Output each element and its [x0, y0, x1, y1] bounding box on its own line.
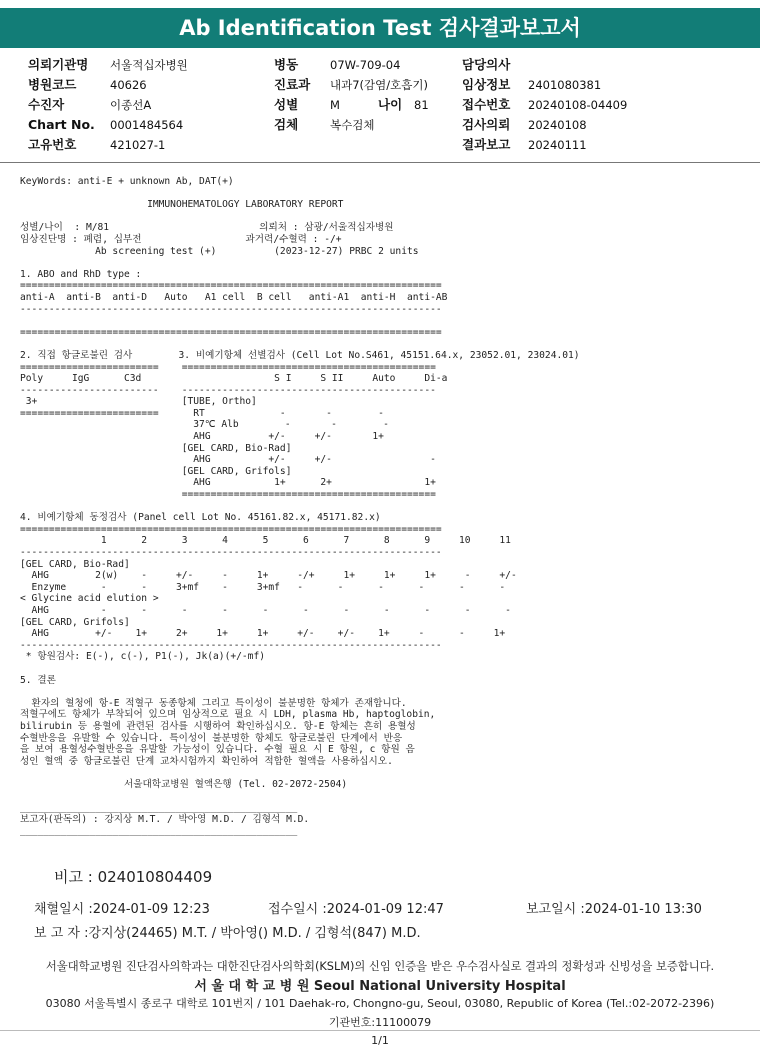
received-label: 접수일시 :: [268, 902, 327, 917]
report-line: 보고자(판독의) : 강지상 M.T. / 박아영 M.D. / 김형석 M.D.: [20, 813, 310, 825]
remark-row: [54, 866, 212, 887]
report-line: 성별/나이 : M/81 의뢰처 : 삼광/서울적십자병원: [20, 222, 394, 234]
report-line: 2. 직접 항글로불린 검사 3. 비예기항체 선별검사 (Cell Lot No.S461, 45151.64.x, 23052.01, 23024.01): [20, 349, 580, 361]
header-value: 복수검체: [330, 118, 375, 132]
report-line: 적혈구에도 항체가 부착되어 있으며 임상적으로 필요 시 LDH, plasma Hb, haptoglobin,: [20, 709, 436, 721]
header-label: 검체: [274, 117, 299, 132]
report-line: [20, 767, 580, 779]
header-value: 20240108: [528, 118, 587, 132]
report-line: =========================================================================: [20, 523, 442, 535]
header-label: 검사의뢰: [462, 117, 511, 132]
header-value: 20240111: [528, 138, 587, 152]
report-line: [20, 338, 580, 350]
header-value: M: [330, 98, 340, 112]
report-line: AHG 1+ 2+ 1+: [20, 477, 436, 489]
report-line: -------------------------------------------------------------------------: [20, 547, 442, 558]
report-line: [20, 211, 580, 223]
header-value: 20240108-04409: [528, 98, 628, 112]
report-line: < Glycine acid elution >: [20, 593, 159, 605]
report-line: 4. 비예기항체 동정검사 (Panel cell Lot No. 45161.82.x, 45171.82.x): [20, 512, 381, 524]
report-line: Ab screening test (+) (2023-12-27) PRBC 2 units: [20, 245, 419, 257]
institution-number: 기관번호:11100079: [328, 1016, 432, 1029]
report-line: [20, 663, 580, 675]
remark-label: 비고 :: [54, 868, 93, 886]
report-line: * 항원검사: E(-), c(-), P1(-), Jk(a)(+/-mf): [20, 651, 266, 663]
report-line: -------------------------------------------------------------------------: [20, 639, 442, 651]
received-value: 2024-01-09 12:47: [326, 902, 444, 917]
header-label: 의뢰기관명: [28, 57, 89, 72]
report-line: ======================== ============================================: [20, 361, 436, 373]
header-divider: [0, 162, 760, 163]
report-line: ============================================: [20, 489, 436, 501]
report-line: Poly IgG C3d S I S II Auto Di-a: [20, 373, 448, 385]
report-line: [20, 188, 580, 200]
report-line: AHG +/- +/- 1+: [20, 431, 384, 443]
report-line: =========================================================================: [20, 280, 442, 292]
report-line: -------------------------------------------------------------------------: [20, 303, 442, 315]
reporter-row: [34, 922, 421, 941]
header-value: 0001484564: [110, 118, 184, 132]
report-line: ________________________________________________: [20, 825, 298, 837]
page-number: 1/1: [371, 1034, 389, 1047]
header-label: 고유번호: [28, 137, 77, 152]
report-line: =========================================================================: [20, 326, 442, 338]
report-line: bilirubin 등 용혈에 관련된 검사를 시행하여 확인하십시오. 항-E 항체는 흔히 용혈성: [20, 720, 416, 732]
age-label: 나이: [378, 97, 403, 112]
report-line: [20, 257, 580, 269]
report-line: ======================== RT - - -: [20, 407, 384, 419]
report-line: [20, 315, 580, 327]
report-line: 37℃ Alb - - -: [20, 419, 389, 431]
header-col-left: [28, 57, 188, 157]
header-label: 병동: [274, 57, 299, 72]
header-value: 421027-1: [110, 138, 166, 152]
lab-report-body: [20, 176, 580, 837]
report-line: [GEL CARD, Grifols]: [20, 465, 292, 477]
page-divider: [0, 1030, 760, 1031]
collected-value: 2024-01-09 12:23: [92, 902, 210, 917]
report-line: IMMUNOHEMATOLOGY LABORATORY REPORT: [20, 199, 344, 211]
report-line: AHG - - - - - - - - - - -: [20, 604, 511, 616]
reported-time: [526, 898, 702, 917]
header-label: 성별: [274, 97, 299, 112]
report-line: 을 보여 용혈성수혈반응을 유발할 가능성이 있습니다. 수혈 필요 시 E 항원, c 항원 음: [20, 744, 415, 756]
reported-value: 2024-01-10 13:30: [584, 902, 702, 917]
hospital-address: 03080 서울특별시 종로구 대학로 101번지 / 101 Daehak-ro, Chongno-gu, Seoul, 03080, Republic of Korea (Tel.:02-2072-2396): [45, 997, 715, 1010]
hospital-name: 서 울 대 학 교 병 원 Seoul National University Hospital: [194, 979, 566, 994]
report-line: 수혈반응을 유발할 수 있습니다. 특이성이 불분명한 항체도 항글로불린 단계에서 반응: [20, 732, 403, 744]
collected-time: [34, 898, 210, 917]
header-value: 내과7(감염/호흡기): [330, 78, 428, 92]
header-label: 결과보고: [462, 137, 511, 152]
report-line: [20, 686, 580, 698]
header-value: 2401080381: [528, 78, 602, 92]
header-label: 임상정보: [462, 77, 511, 92]
header-label: 수진자: [28, 97, 65, 112]
report-line: 성인 혈액 중 항글로불린 단계 교차시험까지 확인하여 적합한 혈액을 사용하십시오.: [20, 755, 393, 767]
header-value: 서울적십자병원: [110, 58, 188, 72]
remark-value: 024010804409: [97, 868, 213, 886]
report-line: 3+ [TUBE, Ortho]: [20, 396, 257, 408]
report-line: AHG +/- 1+ 2+ 1+ 1+ +/- +/- 1+ - - 1+: [20, 628, 506, 640]
report-line: 1 2 3 4 5 6 7 8 9 10 11: [20, 535, 511, 547]
report-line: AHG 2(w) - +/- - 1+ -/+ 1+ 1+ 1+ - +/-: [20, 570, 517, 582]
reporter-label: 보 고 자 :: [34, 926, 89, 941]
certification-text: 서울대학교병원 진단검사의학과는 대한진단검사의학회(KSLM)의 신임 인증을 받은 우수검사실로 결과의 정확성과 신빙성을 보증합니다.: [45, 960, 715, 973]
report-line: 임상진단명 : 폐렴, 십부전 과거력/수혈력 : -/+: [20, 233, 342, 245]
report-line: [GEL CARD, Grifols]: [20, 616, 130, 628]
reporter-value: 강지상(24465) M.T. / 박아영() M.D. / 김형석(847) M.D.: [88, 926, 421, 941]
report-line: 서울대학교병원 혈액은행 (Tel. 02-2072-2504): [20, 778, 348, 790]
header-value: 40626: [110, 78, 147, 92]
report-line: [20, 790, 580, 802]
header-value: 이종선A: [110, 98, 152, 112]
header-label: 접수번호: [462, 97, 511, 112]
report-line: 5. 결론: [20, 674, 56, 686]
report-title-banner: Ab Identification Test 검사결과보고서: [0, 8, 760, 48]
header-label: 담당의사: [462, 57, 511, 72]
header-label: Chart No.: [28, 117, 95, 132]
report-line: [20, 501, 580, 513]
report-line: AHG +/- +/- -: [20, 454, 436, 466]
collected-label: 채혈일시 :: [34, 902, 93, 917]
age-value: 81: [414, 98, 429, 112]
report-line: Enzyme - - 3+mf - 3+mf - - - - - -: [20, 581, 506, 593]
header-col-middle: [274, 57, 429, 137]
report-line: anti-A anti-B anti-D Auto A1 cell B cell anti-A1 anti-H anti-AB: [20, 291, 448, 303]
report-line: [GEL CARD, Bio-Rad]: [20, 558, 130, 570]
report-line: 환자의 혈청에 항-E 적혈구 동종항체 그리고 특이성이 불분명한 항체가 존재합니다.: [20, 697, 407, 709]
header-value: 07W-709-04: [330, 58, 401, 72]
header-label: 진료과: [274, 77, 311, 92]
report-line: KeyWords: anti-E + unknown Ab, DAT(+): [20, 176, 234, 187]
report-line: [GEL CARD, Bio-Rad]: [20, 442, 292, 454]
reported-label: 보고일시 :: [526, 902, 585, 917]
received-time: [268, 898, 444, 917]
header-col-right: [462, 57, 627, 157]
report-line: ________________________________________________: [20, 802, 298, 814]
report-line: 1. ABO and RhD type :: [20, 268, 142, 280]
report-line: ------------------------ --------------------------------------------: [20, 384, 436, 396]
header-label: 병원코드: [28, 77, 77, 92]
